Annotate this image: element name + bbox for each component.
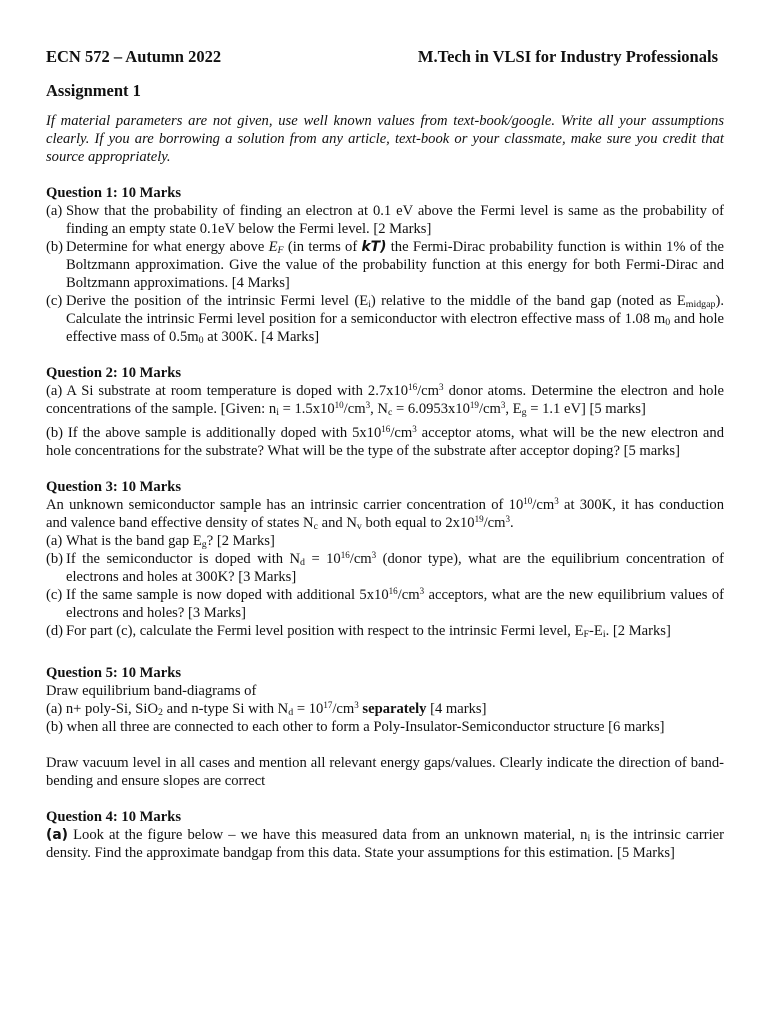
text-fragment: the Fermi-Dirac probability function is within 1% of the Boltzmann approximation. Give the value of the probability function at this energy for both Fermi-Dirac and Boltzmann approximations. [4 Marks]	[66, 239, 724, 291]
page-header	[46, 47, 722, 69]
superscript: 16	[381, 424, 391, 435]
superscript: 3	[412, 424, 417, 435]
question-1-part-a	[46, 202, 724, 238]
text-fragment: /cm	[478, 401, 501, 417]
subscript: i	[587, 832, 591, 844]
subscript: midgap	[685, 298, 716, 310]
question-2	[46, 364, 724, 460]
text-fragment: Look at the figure below – we have this measured data from an unknown material, n	[68, 827, 588, 843]
subscript: 0	[665, 316, 671, 328]
question-2-heading: Question 2: 10 Marks	[46, 365, 181, 381]
text-fragment: (a) n+ poly-Si, SiO	[46, 701, 159, 717]
text-fragment: and N	[318, 515, 357, 531]
text-fragment: /cm	[349, 551, 372, 567]
subscript: 2	[158, 706, 163, 718]
part-label: (a)	[46, 533, 63, 549]
superscript: 19	[474, 514, 484, 525]
question-5-part-b: (b) when all three are connected to each other to form a Poly-Insulator-Semiconductor structure [6 marks]	[46, 719, 665, 735]
subscript: g	[521, 406, 527, 418]
assignment-title: Assignment 1	[46, 81, 141, 100]
question-5-lead: Draw equilibrium band-diagrams of	[46, 683, 257, 699]
question-4	[46, 808, 724, 862]
question-3	[46, 478, 724, 640]
text-fragment: , N	[370, 401, 388, 417]
superscript: 3	[500, 400, 506, 411]
text-fragment: If the semiconductor is doped with N	[66, 551, 301, 567]
text-fragment: acceptors, what are the new equilibrium values of electrons and holes? [3 Marks]	[66, 587, 725, 621]
text-fragment: acceptor atoms, what will be the new electron and hole concentrations for the substrate? What will be the type of the substrate after acceptor doping? [5 marks]	[46, 425, 724, 459]
text-fragment: -E	[589, 623, 603, 639]
text-fragment: both equal to 2x10	[361, 515, 475, 531]
superscript: 3	[439, 382, 444, 393]
text-fragment: is the intrinsic carrier density. Find the approximate bandgap from this data. State your assumptions for this estimation. [5 Marks]	[46, 827, 724, 861]
question-1-part-c	[46, 292, 724, 346]
text-fragment: /cm	[417, 383, 440, 399]
text-fragment: = 10	[293, 701, 324, 717]
question-5-note: Draw vacuum level in all cases and mention all relevant energy gaps/values. Clearly indicate the direction of band-bending and ensure slopes are correct	[46, 755, 724, 789]
text-fragment: .	[510, 515, 514, 531]
subscript: i	[368, 298, 371, 310]
superscript: 3	[365, 400, 371, 411]
subscript: F	[583, 628, 590, 640]
question-3-statement	[46, 496, 724, 532]
question-5-heading: Question 5: 10 Marks	[46, 665, 181, 681]
subscript: d	[300, 556, 305, 568]
text-fragment: and n-type Si with N	[162, 701, 289, 717]
text-fragment: Derive the position of the intrinsic Fermi level (E	[66, 293, 369, 309]
superscript: 10	[334, 400, 344, 411]
superscript: 19	[469, 400, 479, 411]
text-fragment: = 6.0953x10	[392, 401, 470, 417]
text-fragment: /cm	[397, 587, 420, 603]
superscript: 3	[554, 496, 559, 507]
superscript: 3	[419, 586, 425, 597]
subscript: c	[313, 520, 318, 532]
question-1-heading: Question 1: 10 Marks	[46, 185, 181, 201]
part-text: Show that the probability of finding an electron at 0.1 eV above the Fermi level is same as the probability of finding an empty state 0.1eV below the Fermi level. [2 Marks]	[66, 203, 724, 237]
text-fragment: . [2 Marks]	[605, 623, 671, 639]
subscript: i	[602, 628, 606, 640]
superscript: 10	[523, 496, 533, 507]
part-label: (a)	[46, 203, 63, 219]
text-fragment: For part (c), calculate the Fermi level position with respect to the intrinsic Fermi level, E	[66, 623, 584, 639]
symbol-subscript: F	[277, 244, 284, 256]
emphasis-text: separately	[358, 701, 427, 717]
program-name: M.Tech in VLSI for Industry Professionals	[417, 47, 718, 66]
subscript: v	[356, 520, 362, 532]
question-5	[46, 664, 724, 790]
question-3-heading: Question 3: 10 Marks	[46, 479, 181, 495]
subscript: c	[387, 406, 393, 418]
text-fragment: = 1.5x10	[278, 401, 335, 417]
text-fragment: /cm	[332, 701, 355, 717]
subscript: i	[276, 406, 279, 418]
question-3-part-a	[46, 532, 724, 550]
question-3-part-d	[46, 622, 724, 640]
superscript: 16	[388, 586, 398, 597]
document-body	[46, 112, 724, 862]
text-fragment: /cm	[390, 425, 413, 441]
part-label: (c)	[46, 587, 63, 603]
kt-symbol: kT)	[361, 239, 387, 255]
text-fragment: and hole effective mass of 0.5m	[66, 311, 724, 345]
text-fragment: at 300K, it has conduction and valence band effective density of states N	[46, 497, 725, 531]
text-fragment: ). Calculate the intrinsic Fermi level position for a semiconductor with electron effective mass of 1.08 m	[66, 293, 724, 327]
subscript: 0	[198, 334, 204, 346]
text-fragment: What is the band gap E	[66, 533, 202, 549]
text-fragment: /cm	[483, 515, 506, 531]
text-fragment: = 1.1 eV] [5 marks]	[526, 401, 646, 417]
subscript: g	[201, 538, 207, 550]
question-5-part-a	[46, 700, 724, 718]
fermi-energy-symbol	[269, 239, 284, 255]
text-fragment: If the same sample is now doped with additional 5x10	[66, 587, 389, 603]
text-fragment: (a) A Si substrate at room temperature is doped with 2.7x10	[46, 383, 409, 399]
text-fragment: = 10	[305, 551, 341, 567]
part-label: (b)	[46, 239, 64, 255]
text-fragment: (b) If the above sample is additionally doped with 5x10	[46, 425, 382, 441]
text-fragment: (in terms of	[283, 239, 362, 255]
subscript: d	[288, 706, 294, 718]
text-fragment: /cm	[343, 401, 366, 417]
superscript: 16	[408, 382, 418, 393]
part-label: (b)	[46, 551, 64, 567]
superscript: 16	[340, 550, 350, 561]
superscript: 17	[323, 700, 333, 711]
question-3-part-b	[46, 550, 724, 586]
symbol-main: E	[268, 239, 278, 255]
text-fragment: ) relative to the middle of the band gap (noted as E	[370, 293, 686, 309]
text-fragment: donor atoms. Determine the electron and hole concentrations of the sample. [Given: n	[46, 383, 724, 417]
text-fragment: [4 marks]	[426, 701, 487, 717]
question-3-part-c	[46, 586, 724, 622]
question-1	[46, 184, 724, 346]
question-4-heading: Question 4: 10 Marks	[46, 809, 181, 825]
question-2-part-b	[46, 424, 724, 460]
text-fragment: (donor type), what are the equilibrium concentration of electrons and holes at 300K? [3 Marks]	[66, 551, 724, 585]
text-fragment: An unknown semiconductor sample has an intrinsic carrier concentration of 10	[46, 497, 524, 513]
superscript: 3	[371, 550, 377, 561]
superscript: 3	[505, 514, 511, 525]
question-4-part-a	[46, 826, 724, 862]
text-fragment: at 300K. [4 Marks]	[203, 329, 320, 345]
text-fragment: , E	[505, 401, 522, 417]
text-fragment: ? [2 Marks]	[206, 533, 275, 549]
course-code: ECN 572 – Autumn 2022	[46, 47, 222, 66]
question-2-part-a	[46, 382, 724, 418]
part-label: (c)	[46, 293, 63, 309]
part-label: (a)	[46, 827, 69, 843]
instructions: If material parameters are not given, use well known values from text-book/google. Write all your assumptions clearly. If you are borrowing a solution from any article, text-book or your classmate, make sure you credit that source appropriately.	[46, 113, 724, 165]
question-1-part-b	[46, 238, 724, 292]
text-fragment: Determine for what energy above	[66, 239, 269, 255]
part-label: (d)	[46, 623, 64, 639]
text-fragment: /cm	[532, 497, 555, 513]
superscript: 3	[354, 700, 359, 711]
